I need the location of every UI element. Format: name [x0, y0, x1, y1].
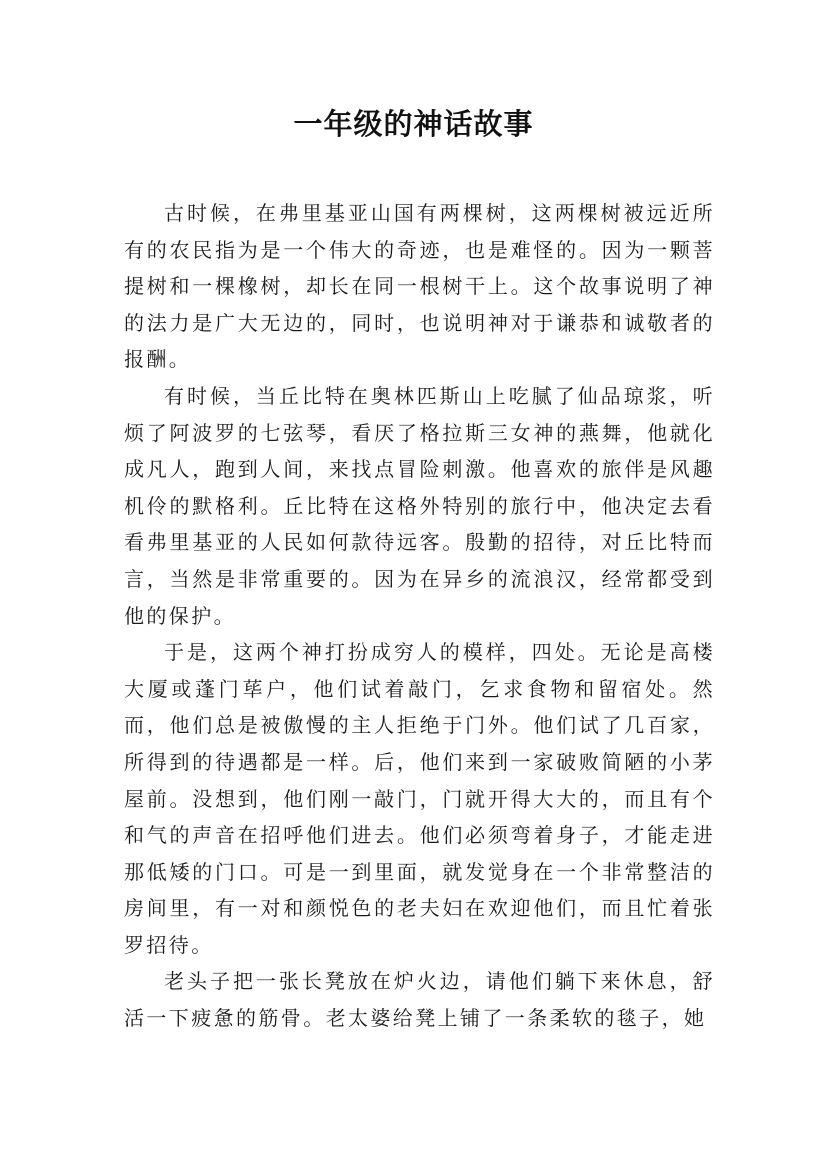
paragraph-3: 于是，这两个神打扮成穷人的模样，四处。无论是高楼大厦或蓬门荜户，他们试着敲门，乞求食物和留宿处。然而，他们总是被傲慢的主人拒绝于门外。他们试了几百家，所得到的待遇都是一样。后，他们来到一家破败简陋的小茅屋前。没想到，他们刚一敲门，门就开得大大的，而且有个和气的声音在招呼他们进去。他们必须弯着身子，才能走进那低矮的门口。可是一到里面，就发觉身在一个非常整洁的房间里，有一对和颜悦色的老夫妇在欢迎他们，而且忙着张罗招待。: [124, 640, 715, 957]
document-title: 一年级的神话故事: [293, 107, 534, 141]
document-body: [124, 195, 715, 1037]
paragraph-2: 有时候，当丘比特在奥林匹斯山上吃腻了仙品琼浆，听烦了阿波罗的七弦琴，看厌了格拉斯三女神的燕舞，他就化成凡人，跑到人间，来找点冒险刺激。他喜欢的旅伴是风趣机伶的默格利。丘比特在这格外特别的旅行中，他决定去看看弗里基亚的人民如何款待远客。殷勤的招待，对丘比特而言，当然是非常重要的。因为在异乡的流浪汉，经常都受到他的保护。: [124, 383, 715, 628]
paragraph-4: 老头子把一张长凳放在炉火边，请他们躺下来休息，舒活一下疲惫的筋骨。老太婆给凳上铺了一条柔软的毯子，她: [124, 969, 715, 1031]
paragraph-1: 古时候，在弗里基亚山国有两棵树，这两棵树被远近所有的农民指为是一个伟大的奇迹，也是难怪的。因为一颗菩提树和一棵橡树，却长在同一根树干上。这个故事说明了神的法力是广大无边的，同时，也说明神对于谦恭和诚敬者的报酬。: [124, 201, 715, 372]
